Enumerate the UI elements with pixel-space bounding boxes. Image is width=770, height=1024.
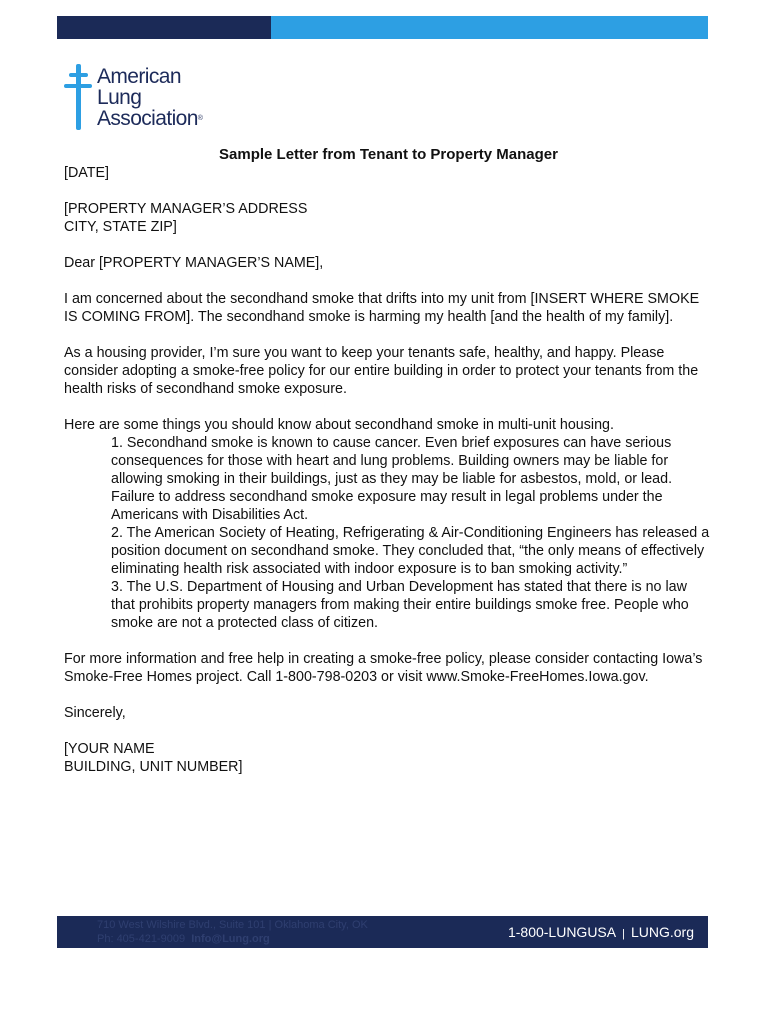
address-line-1: [PROPERTY MANAGER’S ADDRESS [64,201,308,217]
top-bar-navy-segment [57,16,271,39]
top-color-bar [57,16,708,39]
letter-body [64,164,714,776]
logo-line-3: Association [97,107,198,130]
footer-separator: | [622,928,625,940]
american-lung-association-logo [64,64,234,132]
footer-address: 710 West Wilshire Blvd., Suite 101 | Oklahoma City, OK [97,919,368,931]
paragraph-intro-facts: Here are some things you should know about secondhand smoke in multi-unit housing. [64,417,614,433]
list-item: 3. The U.S. Department of Housing and Urban Development has stated that there is no law that prohibits property managers from making their entire buildings smoke free. People who smoke are not a protected class of citizen. [111,579,689,631]
registered-mark: ® [197,115,203,122]
footer-contact [97,918,368,946]
footer-email-link[interactable]: Info@Lung.org [191,933,270,945]
letter-title: Sample Letter from Tenant to Property Manager [219,146,558,163]
footer-website-link[interactable]: LUNG.org [630,924,694,940]
facts-list [64,434,714,632]
logo-line-2: Lung [97,86,142,109]
footer-hotline: 1-800-LUNGUSA [507,924,617,940]
paragraph-request: As a housing provider, I’m sure you want to keep your tenants safe, healthy, and happy. Please consider adopting a smoke-free policy for our entire building in order to protect your tenants from the health risks of secondhand smoke exposure. [64,345,699,397]
salutation: Dear [PROPERTY MANAGER’S NAME], [64,255,324,271]
signature-line-1: [YOUR NAME [64,741,155,757]
top-bar-blue-segment [271,16,708,39]
paragraph-more-info: For more information and free help in creating a smoke-free policy, please consider contacting Iowa’s Smoke-Free Homes project. Call 1-800-798-0203 or visit www.Smoke-FreeHomes.Iowa.gov. [64,651,703,685]
date-placeholder: [DATE] [64,165,110,181]
closing: Sincerely, [64,705,126,721]
signature-line-2: BUILDING, UNIT NUMBER] [64,759,243,775]
list-item: 1. Secondhand smoke is known to cause cancer. Even brief exposures can have serious consequences for those with heart and lung problems. Building owners may be liable for allowing smoking in their buildings, just as they may be liable for asbestos, mold, or lead. Failure to address secondhand smoke exposure may result in legal problems under the Americans with Disabilities Act. [111,435,673,523]
paragraph-concern: I am concerned about the secondhand smoke that drifts into my unit from [INSERT WHERE SMOKE IS COMING FROM]. The secondhand smoke is harming my health [and the health of my family]. [64,291,700,325]
logo-line-1: American [97,65,181,88]
footer-phone: Ph: 405-421-9009 [97,933,186,945]
list-item: 2. The American Society of Heating, Refrigerating & Air-Conditioning Engineers has released a position document on secondhand smoke. They concluded that, “the only means of effectively eliminating health risk associated with indoor exposure is to ban smoking activity.” [111,525,710,577]
footer-bar [57,916,708,948]
cross-of-lorraine-icon [64,64,92,132]
address-line-2: CITY, STATE ZIP] [64,219,177,235]
footer-links [508,924,694,942]
logo-wordmark [97,66,203,129]
